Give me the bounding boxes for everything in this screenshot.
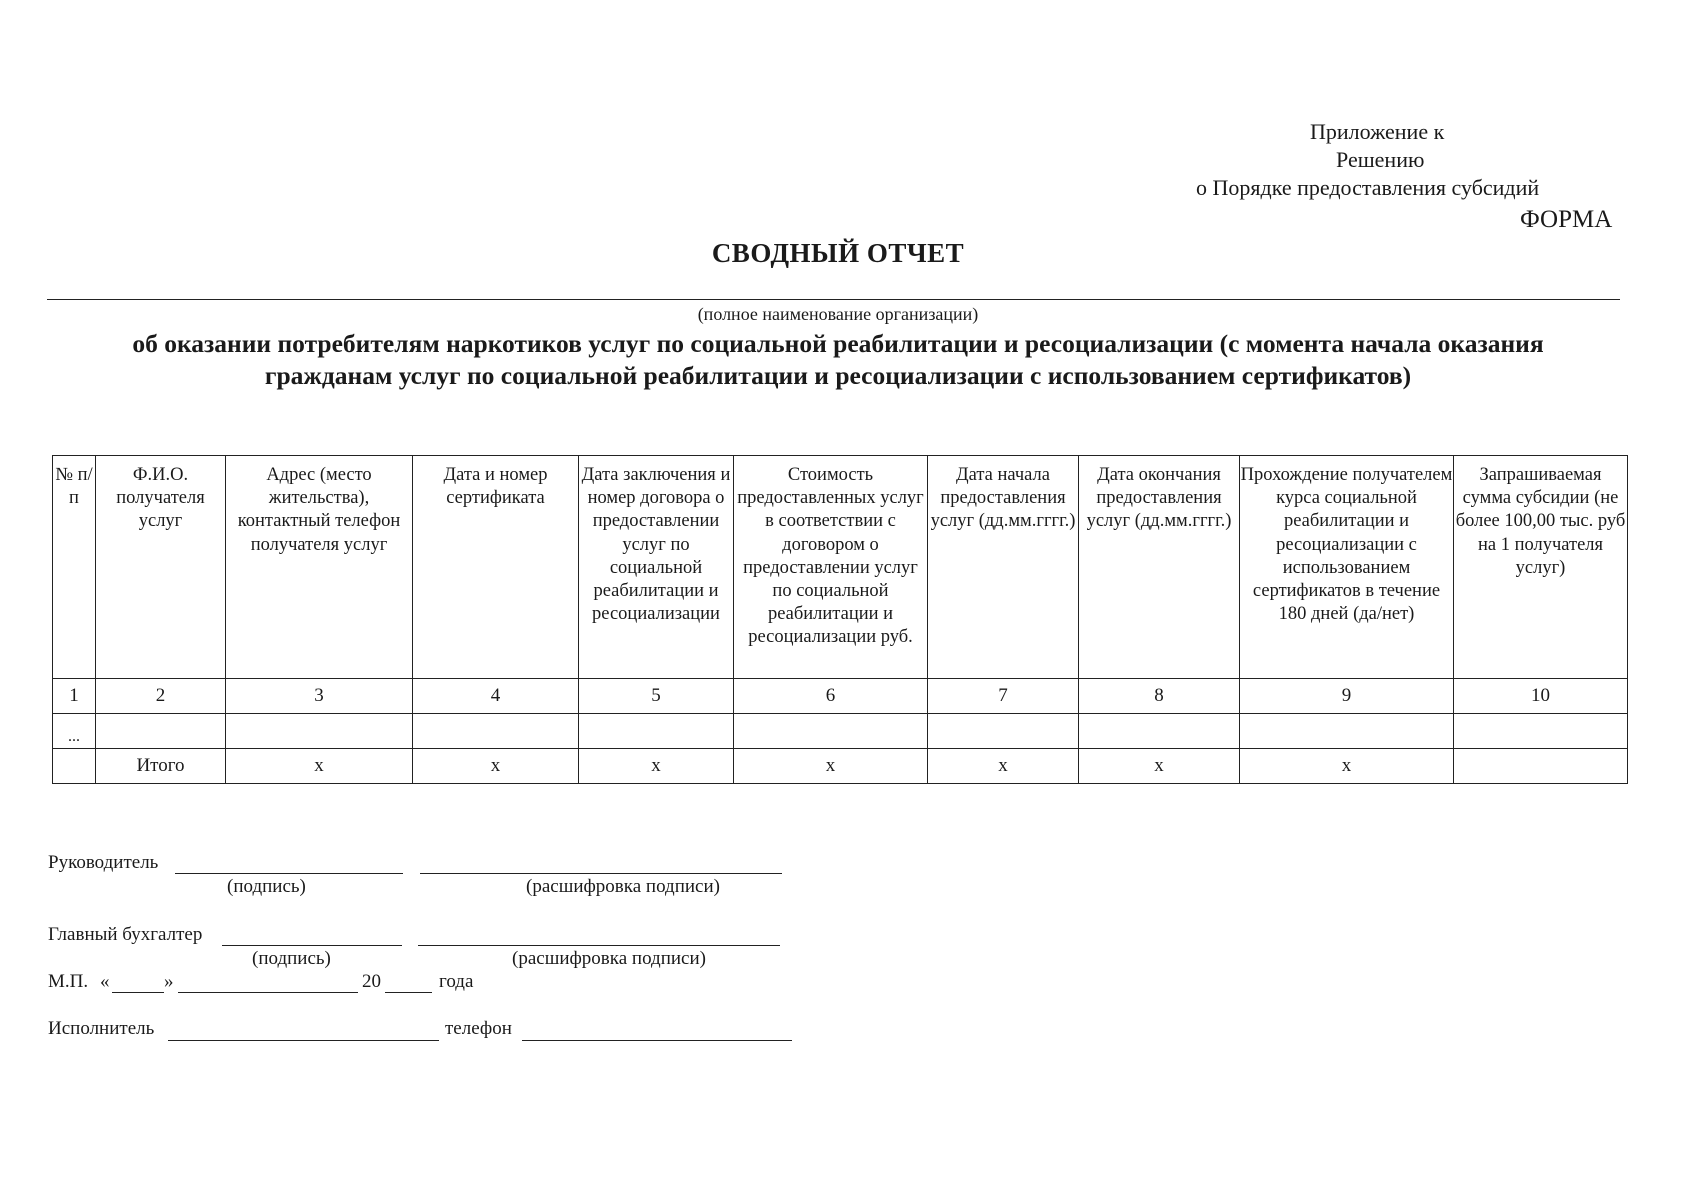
executor-line[interactable] xyxy=(168,1040,439,1041)
total-row xyxy=(53,749,1628,784)
table-cell xyxy=(1454,714,1628,749)
appendix-line-2: Решению xyxy=(1336,147,1425,172)
header-cell: Дата окончания предоставления услуг (дд.мм.гггг.) xyxy=(1079,456,1240,679)
table-cell xyxy=(413,714,579,749)
column-number-cell: 1 xyxy=(53,679,96,714)
column-number-cell: 7 xyxy=(928,679,1079,714)
column-number-cell: 8 xyxy=(1079,679,1240,714)
appendix-line-3: о Порядке предоставления субсидий xyxy=(1196,175,1540,200)
column-number-cell: 9 xyxy=(1240,679,1454,714)
head-decode-line[interactable] xyxy=(420,873,782,874)
accountant-label: Главный бухгалтер xyxy=(48,924,203,945)
x-mark-cell: x xyxy=(928,749,1079,784)
appendix-line-1: Приложение к xyxy=(1310,119,1445,144)
phone-line[interactable] xyxy=(522,1040,792,1041)
total-label: Итого xyxy=(96,749,226,784)
phone-label: телефон xyxy=(445,1018,512,1039)
decode-caption: (расшифровка подписи) xyxy=(526,876,720,897)
header-cell: Дата заключения и номер договора о предоставлении услуг по социальной реабилитации и ресоциализации xyxy=(579,456,734,679)
header-cell: Адрес (место жительства), контактный телефон получателя услуг xyxy=(226,456,413,679)
organization-name-line xyxy=(47,299,1620,300)
x-mark-cell: x xyxy=(1240,749,1454,784)
table-cell xyxy=(1454,749,1628,784)
stamp-label: М.П. xyxy=(48,971,89,992)
year-prefix: 20 xyxy=(362,971,381,992)
x-mark-cell: x xyxy=(579,749,734,784)
organization-caption: (полное наименование организации) xyxy=(697,304,979,324)
executor-label: Исполнитель xyxy=(48,1018,155,1039)
header-cell: Дата и номер сертификата xyxy=(413,456,579,679)
form-label: ФОРМА xyxy=(1520,206,1613,233)
header-cell: № п/п xyxy=(53,456,96,679)
report-subtitle xyxy=(40,328,1636,392)
x-mark-cell: x xyxy=(1079,749,1240,784)
column-number-row xyxy=(53,679,1628,714)
month-line[interactable] xyxy=(178,992,358,993)
table-cell xyxy=(96,714,226,749)
column-number-cell: 10 xyxy=(1454,679,1628,714)
header-cell: Запрашиваемая сумма субсидии (не более 100,00 тыс. руб на 1 получателя услуг) xyxy=(1454,456,1628,679)
accountant-signature-line[interactable] xyxy=(222,945,402,946)
head-label: Руководитель xyxy=(48,852,159,873)
close-quote: » xyxy=(164,971,174,992)
year-line[interactable] xyxy=(385,992,432,993)
header-cell: Ф.И.О. получателя услуг xyxy=(96,456,226,679)
subtitle-line-1: об оказании потребителям наркотиков услуг по социальной реабилитации и ресоциализации (с момента начала оказания xyxy=(132,329,1544,358)
report-title: СВОДНЫЙ ОТЧЕТ xyxy=(711,238,965,268)
column-number-cell: 6 xyxy=(734,679,928,714)
table-cell xyxy=(928,714,1079,749)
day-line[interactable] xyxy=(112,992,164,993)
accountant-decode-line[interactable] xyxy=(418,945,780,946)
table-cell xyxy=(1240,714,1454,749)
x-mark-cell: x xyxy=(226,749,413,784)
head-signature-line[interactable] xyxy=(175,873,403,874)
signature-caption: (подпись) xyxy=(252,948,331,969)
table-cell xyxy=(734,714,928,749)
table-cell xyxy=(53,749,96,784)
decode-caption: (расшифровка подписи) xyxy=(512,948,706,969)
table-cell xyxy=(226,714,413,749)
column-number-cell: 3 xyxy=(226,679,413,714)
header-cell: Прохождение получателем курса социальной реабилитации и ресоциализации с использованием сертификатов в течение 180 дней (да/нет) xyxy=(1240,456,1454,679)
ellipsis-cell: ... xyxy=(53,714,96,749)
report-table xyxy=(52,455,1628,784)
header-cell: Стоимость предоставленных услуг в соответствии с договором о предоставлении услуг по социальной реабилитации и ресоциализации руб. xyxy=(734,456,928,679)
table-header-row xyxy=(53,456,1628,679)
column-number-cell: 5 xyxy=(579,679,734,714)
year-suffix: года xyxy=(439,971,474,992)
subtitle-line-2: гражданам услуг по социальной реабилитации и ресоциализации с использованием сертификатов) xyxy=(264,361,1412,390)
open-quote: « xyxy=(100,971,110,992)
x-mark-cell: x xyxy=(413,749,579,784)
table-cell xyxy=(579,714,734,749)
header-cell: Дата начала предоставления услуг (дд.мм.гггг.) xyxy=(928,456,1079,679)
column-number-cell: 2 xyxy=(96,679,226,714)
table-row xyxy=(53,714,1628,749)
column-number-cell: 4 xyxy=(413,679,579,714)
table-cell xyxy=(1079,714,1240,749)
signature-caption: (подпись) xyxy=(227,876,306,897)
x-mark-cell: x xyxy=(734,749,928,784)
